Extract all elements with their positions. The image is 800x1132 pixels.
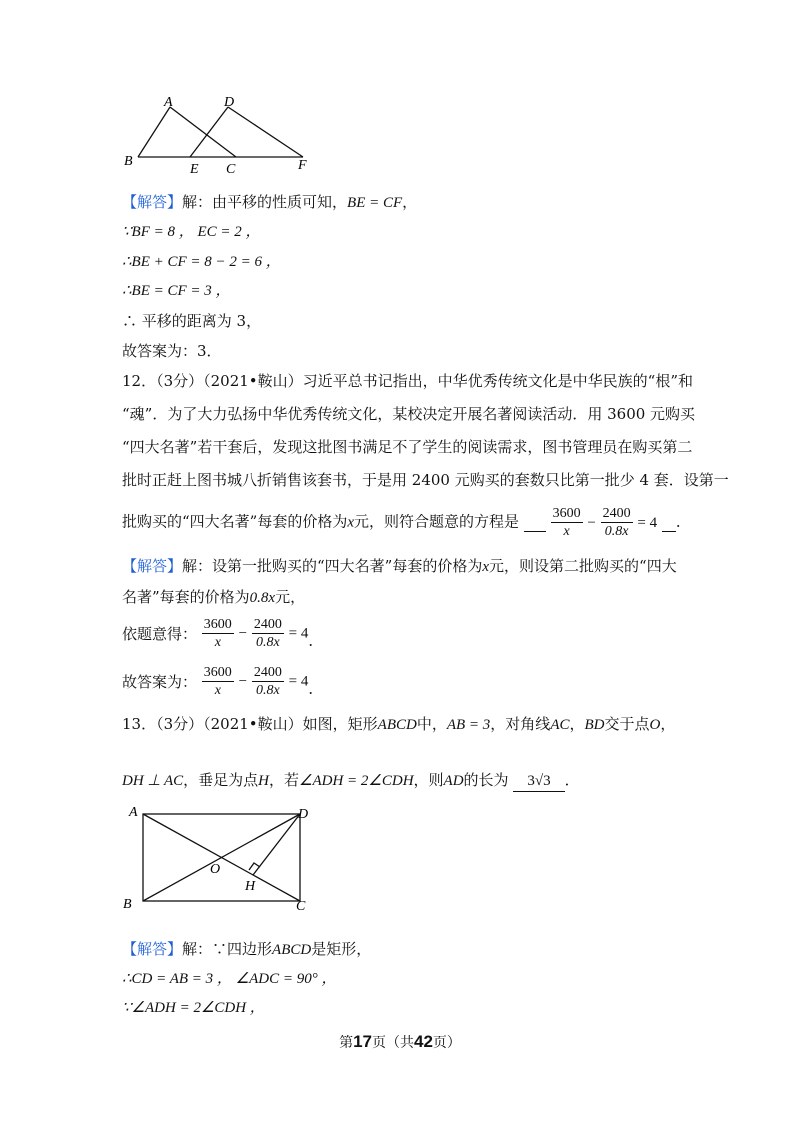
sol11-line1: 【解答】解：由平移的性质可知，BE = CF， <box>122 193 418 211</box>
sol11-line4: ∴BE = CF = 3 ， <box>122 283 231 299</box>
sol12-answer-line: 故答案为： $\frac{3600}{x}$ − $\frac{2400}{0.8x}$ = 4． <box>122 665 324 698</box>
q12-line1: 12．（3分）（2021•鞍山）习近平总书记指出，中华优秀传统文化是中华民族的“根”和 <box>122 372 693 390</box>
sol12-equation-line: 依题意得： $\frac{3600}{x}$ − $\frac{2400}{0.8x}$ = 4． <box>122 617 324 650</box>
sol12-line2: 名著”每套的价格为0.8x元， <box>122 588 306 606</box>
label-h: H <box>245 879 256 894</box>
label-c: C <box>226 162 236 177</box>
sol13-line1: 【解答】解：∵四边形ABCD是矩形， <box>122 940 372 958</box>
q12-line5: 批购买的“四大名著”每套的价格为x元，则符合题意的方程是 $\frac{3600}{x}$ − $\frac{2400}{0.8x}$ = 4 ． <box>122 506 691 539</box>
label-d: D <box>224 95 235 110</box>
page-total: 42 <box>414 1032 433 1051</box>
label-b: B <box>123 897 132 912</box>
sol13-line2: ∴CD = AB = 3 ， ∠ADC = 90° ， <box>122 971 337 987</box>
figure-translation <box>118 95 328 180</box>
answer-blank-right <box>662 513 676 532</box>
label-o: O <box>210 862 221 877</box>
label-f: F <box>298 158 307 173</box>
sol11-line3: ∴BE + CF = 8 − 2 = 6 ， <box>122 254 281 270</box>
answer-blank-left <box>524 513 546 532</box>
page-number: 17 <box>353 1032 372 1051</box>
q12-line3: “四大名著”若干套后，发现这批图书满足不了学生的阅读需求，图书管理员在购买第二 <box>122 438 693 456</box>
q12-line4: 批时正赶上图书城八折销售该套书，于是用 2400 元购买的套数只比第一批少 4 套．设第一 <box>122 471 729 489</box>
q13-line2: DH ⊥ AC，垂足为点H，若∠ADH = 2∠CDH，则AD的长为 3√3 ． <box>122 770 580 792</box>
answer-tag: 【解答】 <box>122 940 183 958</box>
label-a: A <box>164 95 173 110</box>
label-b: B <box>124 154 133 169</box>
sol11-line6: 故答案为：3． <box>122 342 222 360</box>
sol11-line2: ∵BF = 8 ， EC = 2 ， <box>122 224 261 240</box>
q12-line2: “魂”．为了大力弘扬中华优秀传统文化，某校决定开展名著阅读活动．用 3600 元购买 <box>122 405 696 423</box>
figure-rectangle <box>118 800 323 915</box>
label-e: E <box>190 162 199 177</box>
label-d: D <box>298 807 309 822</box>
sol12-line1: 【解答】解：设第一批购买的“四大名著”每套的价格为x元，则设第二批购买的“四大 <box>122 557 677 575</box>
label-c: C <box>296 899 306 914</box>
page-footer: 第17页（共42页） <box>339 1032 461 1051</box>
label-a: A <box>129 805 138 820</box>
answer-tag: 【解答】 <box>122 193 183 211</box>
answer-tag: 【解答】 <box>122 557 183 575</box>
sol13-line3: ∵∠ADH = 2∠CDH ， <box>122 1000 265 1016</box>
sol11-line5: ∴ 平移的距离为 3， <box>122 312 262 330</box>
q13-answer: 3√3 <box>513 770 564 792</box>
q12-answer-equation: $\frac{3600}{x}$ − $\frac{2400}{0.8x}$ = 4 <box>552 506 658 539</box>
q13-line1: 13．（3分）（2021•鞍山）如图，矩形ABCD中，AB = 3，对角线AC，BD交于点O， <box>122 715 676 733</box>
